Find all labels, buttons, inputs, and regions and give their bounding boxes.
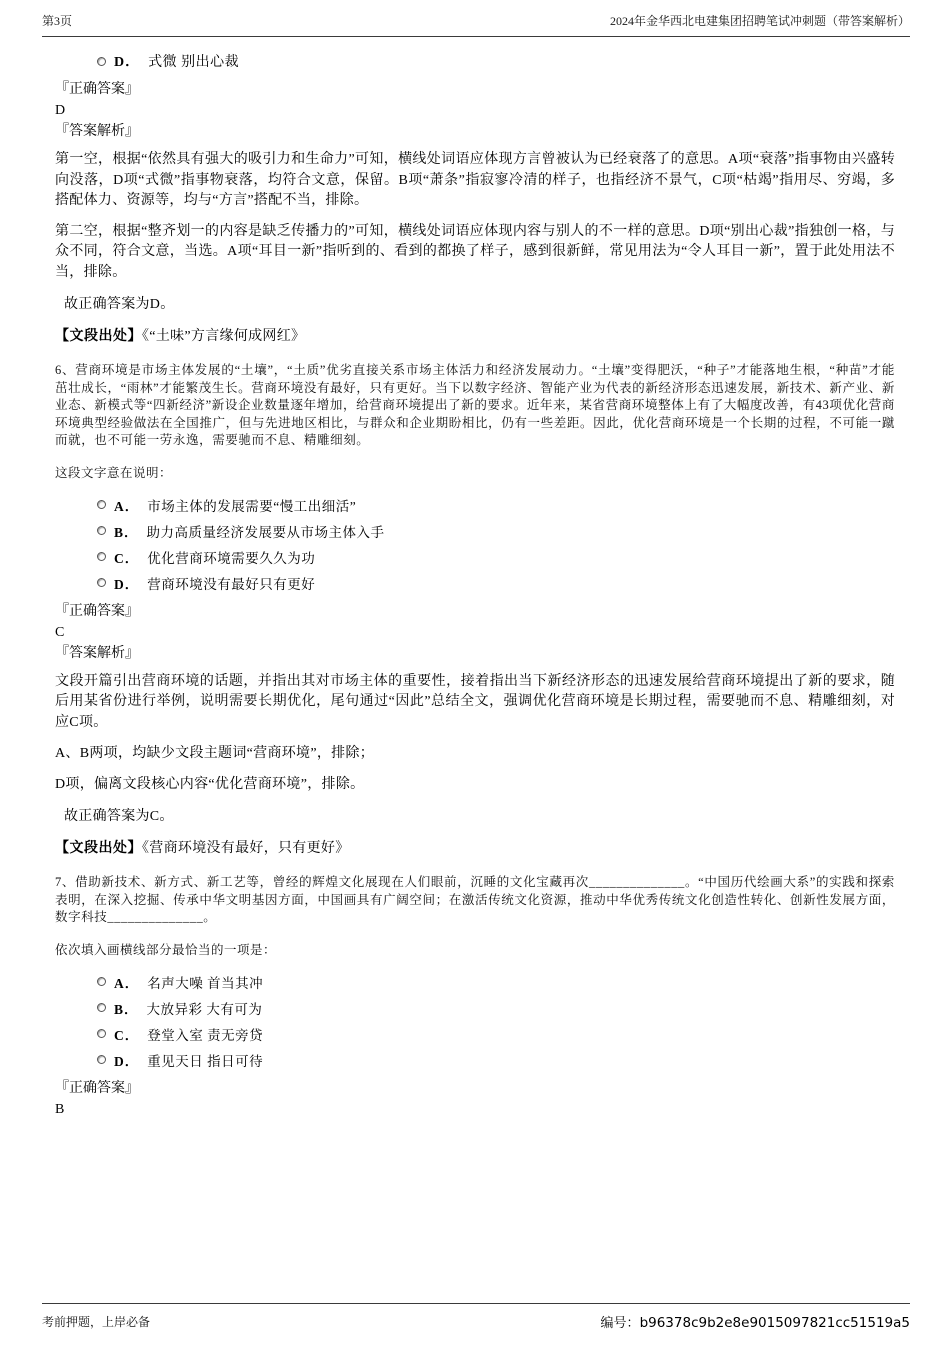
radio-icon[interactable] — [97, 500, 106, 509]
correct-answer-value: C — [55, 624, 65, 640]
document-title: 2024年金华西北电建集团招聘笔试冲刺题（带答案解析） — [609, 14, 910, 28]
option-letter: A． — [114, 975, 140, 991]
option-text: 营商环境没有最好只有更好 — [147, 576, 316, 592]
analysis-label: 『答案解析』 — [55, 645, 139, 661]
option-text: 式微 别出心裁 — [148, 55, 240, 70]
option-text: 优化营商环境需要久久为功 — [147, 550, 316, 566]
page-header — [42, 12, 910, 37]
option-letter: D． — [114, 55, 141, 70]
analysis-paragraph: 第二空，根据“整齐划一的内容是缺乏传播力的”可知，横线处词语应体现内容与别人的不一样的意思。D项“别出心裁”指独创一格，与众不同，符合文意，当选。A项“耳目一新”指听到的、看到的都换了样子，感到很新鲜，常见用法为“令人耳目一新”，置于此处用法不当，排除。 — [55, 223, 895, 280]
page-number: 第3页 — [42, 14, 73, 28]
radio-icon[interactable] — [97, 1003, 106, 1012]
option-row-q6-c[interactable] — [97, 544, 895, 570]
analysis-note-ab: A、B两项，均缺少文段主题词“营商环境”，排除； — [55, 746, 375, 761]
option-row-q6-a[interactable] — [97, 492, 895, 518]
footer-document-code — [601, 1312, 910, 1331]
option-text: 助力高质量经济发展要从市场主体入手 — [146, 524, 385, 540]
option-text: 重见天日 指日可待 — [147, 1053, 264, 1069]
correct-answer-label: 『正确答案』 — [55, 1080, 139, 1096]
option-row-q7-a[interactable] — [97, 969, 895, 995]
option-text: 登堂入室 责无旁贷 — [147, 1027, 264, 1043]
radio-icon[interactable] — [97, 977, 106, 986]
source-title: 《营商环境没有最好，只有更好》 — [142, 841, 350, 856]
correct-answer-value: D — [55, 103, 66, 118]
option-row-q6-b[interactable] — [97, 518, 895, 544]
question-6-prompt: 这段文字意在说明： — [55, 465, 173, 480]
option-letter: C． — [114, 550, 140, 566]
option-row-q7-c[interactable] — [97, 1021, 895, 1047]
option-row-q6-d[interactable] — [97, 570, 895, 596]
option-letter: C． — [114, 1027, 140, 1043]
option-letter: D． — [114, 1053, 140, 1069]
radio-icon[interactable] — [97, 1029, 106, 1038]
radio-icon[interactable] — [97, 526, 106, 535]
radio-icon[interactable] — [97, 552, 106, 561]
conclusion-line: 故正确答案为C。 — [64, 809, 174, 824]
code-label: 编号： — [600, 1315, 640, 1330]
question-7-options — [55, 969, 895, 1073]
option-text: 名声大噪 首当其冲 — [147, 975, 264, 991]
option-text: 大放异彩 大有可为 — [146, 1001, 263, 1017]
analysis-paragraph: 第一空，根据“依然具有强大的吸引力和生命力”可知，横线处词语应体现方言曾被认为已经衰落了的意思。A项“衰落”指事物由兴盛转向没落，D项“式微”指事物衰落，均符合文意，保留。B项“萧条”指寂寥冷清的样子，也指经济不景气，C项“枯竭”指用尽、穷竭，多搭配体力、资源等，均与“方言”搭配不当，排除。 — [55, 152, 895, 208]
footer-slogan: 考前押题，上岸必备 — [42, 1315, 151, 1329]
code-value: b96378c9b2e8e9015097821cc51519a5 — [639, 1315, 910, 1331]
option-letter: A． — [114, 498, 140, 514]
question-6-options — [55, 492, 895, 596]
question-7-prompt: 依次填入画横线部分最恰当的一项是： — [55, 942, 277, 957]
option-row-q5-d[interactable] — [97, 50, 895, 72]
option-letter: B． — [114, 1001, 139, 1017]
option-letter: D． — [114, 576, 140, 592]
source-line — [55, 327, 895, 346]
source-line — [55, 839, 895, 858]
source-label: 【文段出处】 — [55, 329, 142, 344]
source-title: 《“土味”方言缘何成网红》 — [142, 329, 306, 344]
radio-icon[interactable] — [97, 57, 106, 66]
option-text: 市场主体的发展需要“慢工出细活” — [147, 498, 357, 514]
question-7-passage: 7、借助新技术、新方式、新工艺等，曾经的辉煌文化展现在人们眼前，沉睡的文化宝藏再次______________。“中国历代绘画大系”的实践和探索表明，在深入挖掘、传承中华文明基因方面，中国画具有广阔空间；在激活传统文化资源，推动中华优秀传统文化创造性转化、创新性发展方面，数字科技______________。 — [55, 875, 895, 924]
analysis-note-d: D项，偏离文段核心内容“优化营商环境”，排除。 — [55, 777, 365, 792]
option-letter: B． — [114, 524, 139, 540]
page-footer — [42, 1303, 910, 1331]
analysis-paragraph: 文段开篇引出营商环境的话题，并指出其对市场主体的重要性，接着指出当下新经济形态的迅速发展给营商环境提出了新的要求，随后用某省份进行举例，说明需要长期优化，尾句通过“因此”总结全文，强调优化营商环境是长期过程，需要驰而不息、精雕细刻，对应C项。 — [55, 673, 895, 730]
analysis-label: 『答案解析』 — [55, 124, 139, 139]
option-row-q7-d[interactable] — [97, 1047, 895, 1073]
correct-answer-value: B — [55, 1101, 65, 1117]
radio-icon[interactable] — [97, 1055, 106, 1064]
correct-answer-label: 『正确答案』 — [55, 82, 139, 97]
correct-answer-label: 『正确答案』 — [55, 603, 139, 619]
conclusion-line: 故正确答案为D。 — [64, 297, 175, 312]
document-content — [55, 50, 895, 1119]
option-row-q7-b[interactable] — [97, 995, 895, 1021]
source-label: 【文段出处】 — [55, 841, 142, 856]
question-6-passage: 6、营商环境是市场主体发展的“土壤”，“土质”优劣直接关系市场主体活力和经济发展动力。“土壤”变得肥沃，“种子”才能落地生根，“种苗”才能茁壮成长，“雨林”才能繁茂生长。营商环境没有最好，只有更好。当下以数字经济、智能产业为代表的新经济形态迅速发展，新技术、新产业、新业态、新模式等“四新经济”新设企业数量逐年增加，给营商环境提出了新的要求。近年来，某省营商环境整体上有了大幅度改善，有43项优化营商环境典型经验做法在全国推广，但与先进地区相比，与群众和企业期盼相比，仍有一些差距。因此，优化营商环境是一个长期的过程，不可能一蹴而就，也不可能一劳永逸，需要驰而不息、精雕细刻。 — [55, 363, 895, 447]
radio-icon[interactable] — [97, 578, 106, 587]
